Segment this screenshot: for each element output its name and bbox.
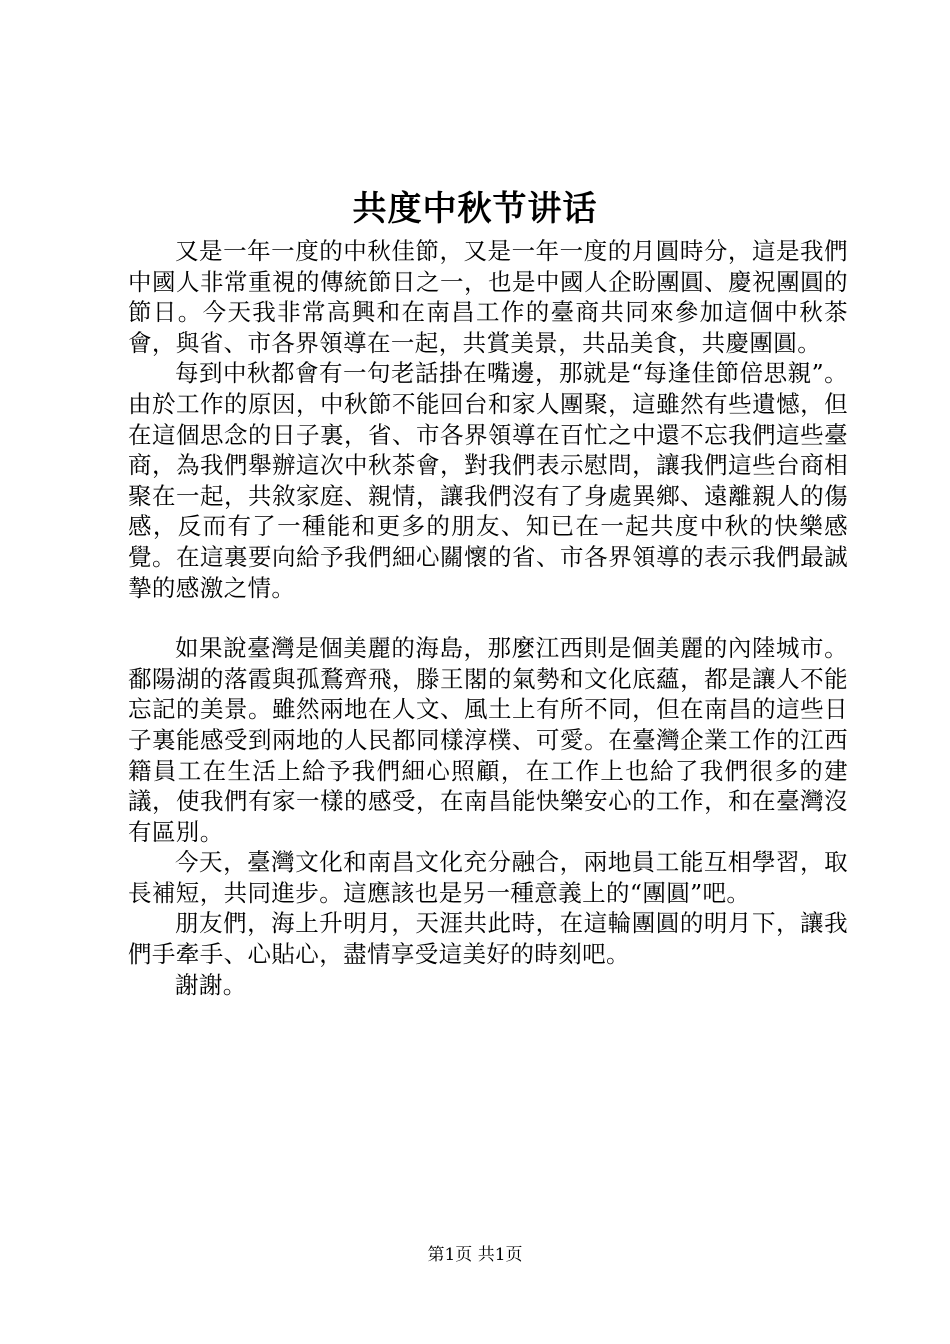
paragraph: 朋友們，海上升明月，天涯共此時，在這輪團圓的明月下，讓我們手牽手、心貼心，盡情享受這美好的時刻吧。 — [128, 909, 848, 969]
document-title: 共度中秋节讲话 — [352, 189, 598, 229]
paragraph: 每到中秋都會有一句老話掛在嘴邊，那就是“每逢佳節倍思親”。由於工作的原因，中秋節不能回台和家人團聚，這雖然有些遺憾，但在這個思念的日子裏，省、市各界領導在百忙之中還不忘我們這些臺商，為我們舉辦這次中秋茶會，對我們表示慰問，讓我們這些台商相聚在一起，共敘家庭、親情，讓我們沒有了身處異鄉、遠離親人的傷感，反而有了一種能和更多的朋友、知已在一起共度中秋的快樂感覺。在這裏要向給予我們細心關懷的省、市各界領導的表示我們最誠摯的感激之情。 — [128, 359, 848, 602]
document-body — [128, 236, 848, 1000]
page-number-footer: 第1页 共1页 — [427, 1245, 523, 1265]
paragraph: 又是一年一度的中秋佳節，又是一年一度的月圓時分，這是我們中國人非常重視的傳統節日之一，也是中國人企盼團圓、慶祝團圓的節日。今天我非常高興和在南昌工作的臺商共同來參加這個中秋茶會，與省、市各界領導在一起，共賞美景，共品美食，共慶團圓。 — [128, 237, 848, 357]
paragraph: 今天，臺灣文化和南昌文化充分融合，兩地員工能互相學習，取長補短，共同進步。這應該也是另一種意義上的“團圓”吧。 — [128, 848, 848, 907]
paragraph: 如果說臺灣是個美麗的海島，那麼江西則是個美麗的內陸城市。鄱陽湖的落霞與孤鶩齊飛，滕王閣的氣勢和文化底蘊，都是讓人不能忘記的美景。雖然兩地在人文、風土上有所不同，但在南昌的這些日子裏能感受到兩地的人民都同樣淳樸、可愛。在臺灣企業工作的江西籍員工在生活上給予我們細心照顧，在工作上也給了我們很多的建議，使我們有家一樣的感受，在南昌能快樂安心的工作，和在臺灣沒有區別。 — [128, 634, 848, 846]
paragraph: 謝謝。 — [175, 970, 247, 999]
